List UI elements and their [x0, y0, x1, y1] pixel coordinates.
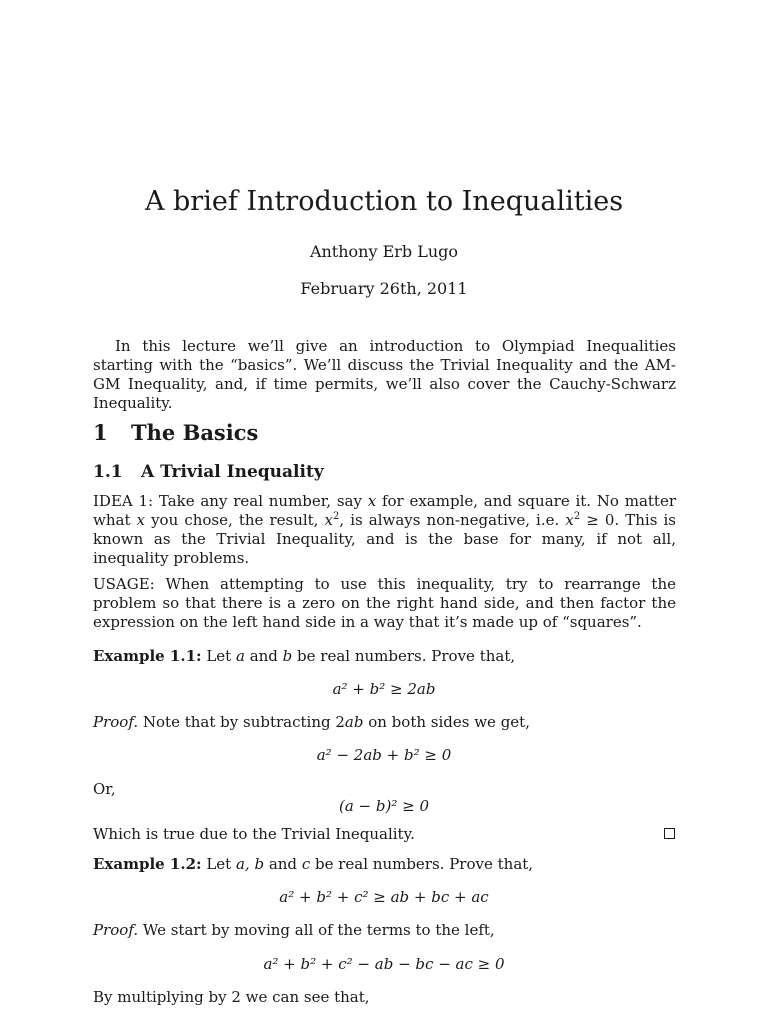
example-1-statement: Example 1.1: Let a and b be real numbers. Prove that,	[93, 647, 516, 665]
usage-paragraph: USAGE: When attempting to use this inequality, try to rearrange the problem so that there is a zero on the right hand side, and then factor the expression on the left hand side in a way that it’s made up of “squares”.	[93, 575, 676, 631]
example-2-statement: Example 1.2: Let a, b and c be real numbers. Prove that,	[93, 855, 534, 873]
abstract: In this lecture we’ll give an introduction to Olympiad Inequalities starting with the “basics”. We’ll discuss the Trivial Inequality and the AM-GM Inequality, and, if time permits, we’ll also cover the Cauchy-Schwarz Inequality.	[93, 337, 676, 412]
equation-5: a² + b² + c² − ab − bc − ac ≥ 0	[263, 955, 505, 973]
subsection-number: 1.1	[93, 462, 123, 482]
example-2-proof: Proof. We start by moving all of the terms to the left,	[93, 921, 495, 939]
example-1-conclusion: Which is true due to the Trivial Inequality.	[93, 825, 415, 843]
section-title: The Basics	[131, 420, 259, 445]
section-number: 1	[93, 420, 108, 445]
example-1-proof: Proof. Note that by subtracting 2ab on both sides we get,	[93, 713, 530, 731]
equation-4: a² + b² + c² ≥ ab + bc + ac	[279, 888, 489, 906]
author-name: Anthony Erb Lugo	[309, 242, 459, 261]
section-heading	[93, 420, 258, 445]
multiply-text: By multiplying by 2 we can see that,	[93, 988, 370, 1006]
document-title: A brief Introduction to Inequalities	[144, 186, 624, 217]
subsection-title: A Trivial Inequality	[141, 462, 324, 482]
equation-2: a² − 2ab + b² ≥ 0	[316, 746, 452, 764]
equation-1: a² + b² ≥ 2ab	[332, 680, 436, 698]
equation-3: (a − b)² ≥ 0	[338, 797, 429, 815]
idea-paragraph: IDEA 1: Take any real number, say x for example, and square it. No matter what x you chose, the result, $x^2$, is always non-negative, i.e. $x^2 \ge 0$. This is known as the Trivial Inequality, and is the base for many, if not all, inequality problems.	[93, 492, 676, 567]
subsection-heading	[93, 462, 324, 482]
document-date: February 26th, 2011	[300, 279, 468, 298]
or-text: Or,	[93, 780, 116, 798]
qed-box	[664, 828, 675, 839]
